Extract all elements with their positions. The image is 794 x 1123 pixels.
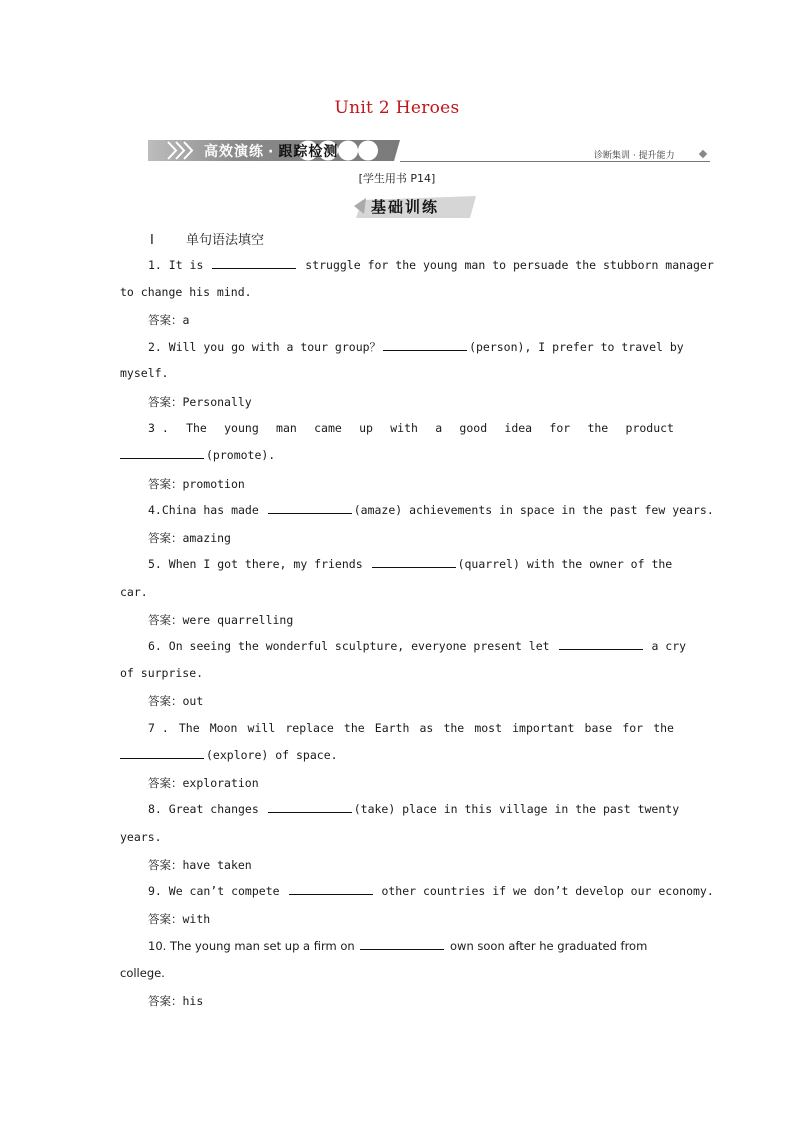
question-2: 2. Will you go with a tour group？ (person), I prefer to travel by bbox=[148, 340, 684, 354]
banner-label bbox=[204, 141, 338, 161]
blank[interactable] bbox=[372, 566, 456, 568]
question-6: 6. On seeing the wonderful sculpture, everyone present let a cry bbox=[148, 639, 687, 653]
question-3 bbox=[148, 421, 674, 435]
answer-10: 答案：his bbox=[148, 994, 204, 1008]
blank[interactable] bbox=[212, 267, 296, 269]
blank[interactable] bbox=[289, 893, 373, 895]
word: good bbox=[459, 421, 488, 435]
answer-6: 答案：out bbox=[148, 694, 204, 708]
question-8: 8. Great changes (take) place in this village in the past twenty bbox=[148, 802, 680, 816]
word: as bbox=[419, 721, 434, 735]
diamond-icon bbox=[699, 150, 707, 158]
word: for bbox=[622, 721, 644, 735]
question-2-cont: myself. bbox=[120, 366, 169, 380]
question-5-cont: car. bbox=[120, 585, 148, 599]
section-heading: 基础训练 bbox=[371, 198, 440, 216]
word: the bbox=[587, 421, 609, 435]
question-4: 4.China has made (amaze) achievements in space in the past few years. bbox=[148, 503, 714, 517]
part-heading bbox=[150, 229, 264, 248]
word: base bbox=[584, 721, 613, 735]
book-reference: [学生用书 P14] bbox=[358, 172, 436, 185]
blank[interactable] bbox=[559, 648, 643, 650]
answer-9: 答案：with bbox=[148, 912, 211, 926]
question-10-cont: college. bbox=[120, 966, 165, 980]
answer-2: 答案：Personally bbox=[148, 395, 252, 409]
word: The bbox=[186, 421, 207, 435]
word: young bbox=[224, 421, 259, 435]
word: The bbox=[178, 721, 200, 735]
blank[interactable] bbox=[360, 948, 444, 950]
question-3-cont: (promote). bbox=[120, 448, 275, 462]
answer-8: 答案：have taken bbox=[148, 858, 252, 872]
word: 3 . bbox=[148, 421, 169, 435]
word: most bbox=[474, 721, 503, 735]
question-1: 1. It is struggle for the young man to persuade the stubborn manager bbox=[148, 258, 714, 272]
word: Moon bbox=[209, 721, 238, 735]
answer-5: 答案：were quarrelling bbox=[148, 613, 294, 627]
question-7 bbox=[148, 721, 674, 735]
word: for bbox=[549, 421, 571, 435]
blank[interactable] bbox=[120, 757, 204, 759]
word: replace bbox=[285, 721, 334, 735]
word: man bbox=[276, 421, 297, 435]
word: the bbox=[653, 721, 674, 735]
word: 7 . bbox=[148, 721, 169, 735]
answer-7: 答案：exploration bbox=[148, 776, 259, 790]
banner-tagline: 诊断集训 · 提升能力 bbox=[594, 151, 675, 161]
banner-rule bbox=[400, 161, 710, 162]
question-6-cont: of surprise. bbox=[120, 666, 204, 680]
word: came bbox=[314, 421, 342, 435]
word: important bbox=[512, 721, 575, 735]
blank[interactable] bbox=[268, 512, 352, 514]
question-5: 5. When I got there, my friends (quarrel) with the owner of the bbox=[148, 557, 673, 571]
word: the bbox=[443, 721, 465, 735]
answer-1: 答案：a bbox=[148, 313, 190, 327]
answer-4: 答案：amazing bbox=[148, 531, 231, 545]
word: Earth bbox=[374, 721, 410, 735]
word: product bbox=[625, 421, 674, 435]
word: will bbox=[247, 721, 276, 735]
blank[interactable] bbox=[383, 349, 467, 351]
part-label: 单句语法填空 bbox=[186, 233, 265, 248]
word: the bbox=[343, 721, 365, 735]
question-9: 9. We can’t compete other countries if we don’t develop our economy. bbox=[148, 884, 714, 898]
banner-right-text: 跟踪检测 bbox=[278, 144, 339, 160]
banner-dot: · bbox=[268, 144, 275, 160]
question-8-cont: years. bbox=[120, 830, 162, 844]
question-1-cont: to change his mind. bbox=[120, 285, 252, 299]
part-numeral: Ⅰ bbox=[150, 233, 154, 248]
answer-3: 答案：promotion bbox=[148, 477, 245, 491]
page-title: Unit 2 Heroes bbox=[334, 98, 460, 118]
blank[interactable] bbox=[120, 457, 204, 459]
word: idea bbox=[504, 421, 533, 435]
blank[interactable] bbox=[268, 811, 352, 813]
banner-left-text: 高效演练 bbox=[204, 144, 264, 160]
question-10: 10. The young man set up a firm on own soon after he graduated from bbox=[148, 939, 648, 953]
word: with bbox=[390, 421, 418, 435]
word: a bbox=[435, 421, 443, 435]
question-7-cont: (explore) of space. bbox=[120, 748, 338, 762]
word: up bbox=[359, 421, 373, 435]
